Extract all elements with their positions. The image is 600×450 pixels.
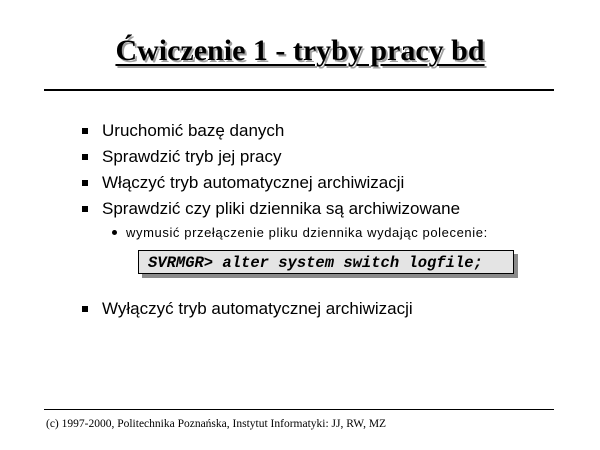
bullet-item [82,296,413,322]
sub-bullet [112,225,488,240]
square-bullet-icon [82,180,88,186]
title-divider [44,89,554,91]
command-box: SVRMGR> alter system switch logfile; [138,250,514,274]
bullet-text: Włączyć tryb automatycznej archiwizacji [102,173,405,192]
bullet-text: Sprawdzić tryb jej pracy [102,147,282,166]
bullet-item [82,196,460,222]
bullet-item [82,170,460,196]
square-bullet-icon [82,128,88,134]
footer-divider [44,409,554,410]
sub-bullet-text: wymusić przełączenie pliku dziennika wydając polecenie: [126,225,488,240]
bullet-item [82,118,460,144]
slide-title: Ćwiczenie 1 - tryby pracy bd [115,34,485,67]
bullet-text: Wyłączyć tryb automatycznej archiwizacji [102,299,413,318]
round-bullet-icon [112,230,117,235]
bullet-item [82,144,460,170]
square-bullet-icon [82,154,88,160]
bullet-text: Sprawdzić czy pliki dziennika są archiwizowane [102,199,461,218]
square-bullet-icon [82,306,88,312]
bullet-text: Uruchomić bazę danych [102,121,285,140]
bullet-list [82,118,460,222]
footer-text: (c) 1997-2000, Politechnika Poznańska, Instytut Informatyki: JJ, RW, MZ [46,418,387,430]
square-bullet-icon [82,206,88,212]
bullet-list-2 [82,296,413,322]
